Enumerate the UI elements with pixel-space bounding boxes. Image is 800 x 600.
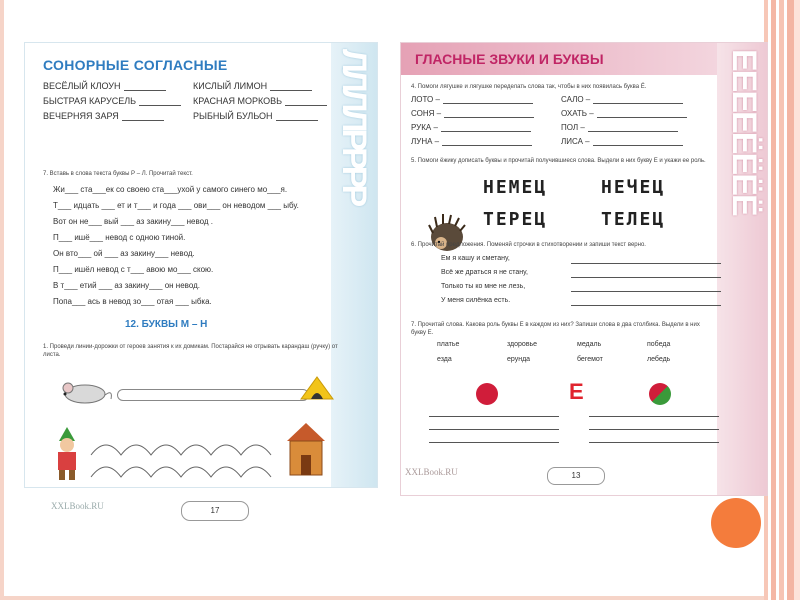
word-item: ЛУНА – <box>411 137 440 146</box>
left-workbook-page <box>24 42 378 515</box>
word-item: ЛИСА – <box>561 137 590 146</box>
grid-word: медаль <box>577 341 602 348</box>
puzzle-word: ТЕРЕЦ <box>483 209 548 230</box>
word-item: ЛОТО – <box>411 95 440 104</box>
word-item: ВЕЧЕРНЯЯ ЗАРЯ <box>43 111 119 121</box>
slide-left-border <box>0 0 4 600</box>
page-number: 13 <box>547 467 605 485</box>
task-instruction: 7. Прочитай слова. Какова роль буквы Е в каждом из них? Запиши слова в два столбика. Выдели в них букву Е. <box>411 322 700 336</box>
word-item: БЫСТРАЯ КАРУСЕЛЬ <box>43 96 137 106</box>
page-number: 17 <box>181 501 249 521</box>
task-instruction: 5. Помоги ёжику дописать буквы и прочитай получившиеся слова. Выдели в них букву Е и укажи ее роль. <box>411 158 706 164</box>
word-item: РЫБНЫЙ БУЛЬОН <box>193 111 273 121</box>
text-line: П___ ишё___ невод с одною тиной. <box>53 233 186 242</box>
text-line: Вот он не___ вый ___ аз закину___ невод . <box>53 217 214 226</box>
text-line: Т___ идцать ___ ет и т___ и года ___ ови___ он неводом ___ ыбу. <box>53 201 299 210</box>
word-item: САЛО – <box>561 95 591 104</box>
answer-lines <box>429 415 719 454</box>
text-line: П___ ишёл невод с т___ авою мо___ скою. <box>53 265 214 274</box>
poem-line: Всё же драться я не стану, <box>441 269 528 276</box>
puzzle-word: ТЕЛЕЦ <box>601 209 666 230</box>
grid-word: езда <box>437 356 452 363</box>
text-exercise <box>53 185 343 313</box>
right-workbook-page <box>400 42 768 496</box>
band-letters: ЛЛЛЛРРРР <box>335 49 373 204</box>
orange-circle-decoration <box>711 498 761 548</box>
task-instruction: 6. Прочитай предложения. Поменяй строчки в стихотворении и запиши текст верно. <box>411 242 646 248</box>
big-letter: Е <box>569 379 584 404</box>
slide-right-stripes <box>764 0 800 600</box>
poem-line: Ем я кашу и сметану, <box>441 255 510 262</box>
word-item: ВЕСЁЛЫЙ КЛОУН <box>43 81 121 91</box>
text-line: Он вто___ ой ___ аз закину___ невод. <box>53 249 195 258</box>
grid-word: бегемот <box>577 356 603 363</box>
word-item: РУКА – <box>411 123 438 132</box>
slide-bottom-border <box>0 596 764 600</box>
text-line: Попа___ ась в невод зо___ отая ___ ыбка. <box>53 297 212 306</box>
puzzle-word: НЕМЕЦ <box>483 177 548 198</box>
text-line: В т___ етий ___ аз закину___ он невод. <box>53 281 200 290</box>
poem-line: У меня силёнка есть. <box>441 297 511 304</box>
dwarf-illustration <box>49 427 85 481</box>
red-circle-icon <box>476 383 498 405</box>
band-letters: ЕЕЕЕЁЁЁЁ <box>725 49 763 215</box>
grid-word: платье <box>437 341 460 348</box>
grid-word: победа <box>647 341 671 348</box>
word-item: СОНЯ – <box>411 109 442 118</box>
poem-lines <box>441 255 721 311</box>
page-title: СОНОРНЫЕ СОГЛАСНЫЕ <box>43 57 228 73</box>
grid-word: здоровье <box>507 341 538 348</box>
poem-line: Только ты ко мне не лезь, <box>441 283 526 290</box>
watermark: XXLBook.RU <box>51 501 104 511</box>
word-grid <box>437 341 717 371</box>
arches-path-illustration <box>91 431 291 481</box>
watermark: XXLBook.RU <box>405 467 458 477</box>
word-item: ОХАТЬ – <box>561 109 594 118</box>
puzzle-word: НЕЧЕЦ <box>601 177 666 198</box>
word-item: ПОЛ – <box>561 123 585 132</box>
task-instruction: 4. Помоги лягушке и лягушке переделать слова так, чтобы в них появилась буква Ё. <box>411 84 647 90</box>
grid-word: лебедь <box>647 356 671 363</box>
word-pairs <box>411 95 711 151</box>
word-item: КИСЛЫЙ ЛИМОН <box>193 81 268 91</box>
right-decorative-band <box>717 43 767 495</box>
page-title: ГЛАСНЫЕ ЗВУКИ И БУКВЫ <box>415 51 604 67</box>
word-pairs <box>43 81 343 126</box>
path-track <box>117 389 309 401</box>
mouse-illustration <box>55 379 115 405</box>
red-green-circle-icon <box>649 383 671 405</box>
grid-word: ерунда <box>507 356 531 363</box>
wooden-hut-illustration <box>283 419 329 479</box>
task-instruction: 7. Вставь в слова текста буквы Р – Л. Прочитай текст. <box>43 171 193 177</box>
word-item: КРАСНАЯ МОРКОВЬ <box>193 96 283 106</box>
task-instruction: 1. Проведи линии-дорожки от героев занятия к их домикам. Постарайся не отрывать карандаш (ручку) от листа. <box>43 344 338 358</box>
text-line: Жи___ ста___ек со своею ста___ухой у самого синего мо___я. <box>53 185 288 194</box>
section-subtitle: 12. БУКВЫ М – Н <box>125 319 208 330</box>
cheese-house-illustration <box>299 375 335 401</box>
